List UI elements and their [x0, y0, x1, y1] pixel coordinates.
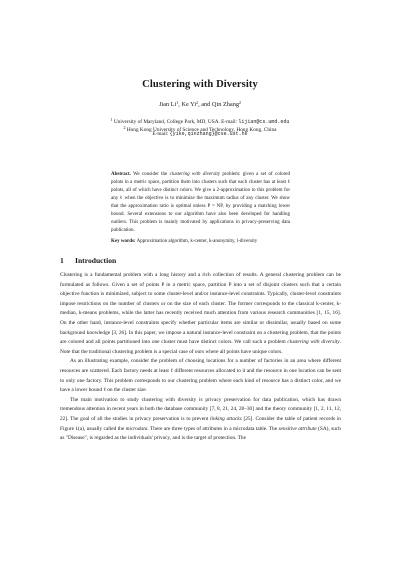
paragraph-text: Clustering is a fundamental problem with a long history and a rich collection of results. A general clustering problem can be formulated as follows. Given a set of points P in a metric space, partition P into a set of disjoint clusters such that a certain objective function is minimized, subject to some cluster-level and/or instance-level constraints. Typically, cluster-level constraints impose restrictions on the number of clusters or on the size of each cluster. The former corresponds to the classical k-center, k-median, k-means problems, while the latter has recently received much attention from various research communities [1, 15, 16]. On the other hand, instance-level constraints specify whether particular items are similar or dissimilar, usually based on some background knowledge [3, 26]. In this paper, we impose a natural instance-level constraint on a clustering problem, that the points are colored and all points partitioned into one cluster must have distinct colors. We call such a problem: [60, 272, 341, 346]
paragraph: [60, 357, 341, 395]
body-text: [60, 271, 341, 444]
paper-title: Clustering with Diversity: [142, 79, 258, 90]
paragraph-italic: linking attacks: [210, 415, 242, 422]
abstract-text: problem: given a set of colored points in a metric space, partition them into clusters such that each cluster has at least ℓ points, all of which have distinct colors. We give a 2-approximation to this problem for any ℓ when the objective is to minimize the maximum radius of any cluster. We show that the approximation ratio is optimal unless P = NP, by providing a matching lower bound. Several extensions to our algorithm have also been developed for handling outliers. This problem is mainly motivated by applications in privacy-preserving data publication.: [111, 172, 290, 233]
author-mark: 1: [176, 100, 179, 105]
paragraph-italic: clustering with diversity: [287, 339, 340, 346]
author-name: Qin Zhang: [211, 101, 240, 108]
paragraph: [60, 271, 341, 357]
affiliation-email: lijian@cs.umd.edu: [238, 119, 290, 125]
section-heading: [60, 256, 116, 265]
affiliation-text: Hong Kong University of Science and Technology, Hong Kong, China: [126, 126, 277, 133]
author-name: Jian Li: [158, 101, 177, 108]
abstract-label: Abstract.: [111, 172, 131, 177]
author-line: Jian Li$^1$, Ke Yi$^2$, and Qin Zhang$^2$: [158, 100, 242, 108]
paragraph-text: As an illustrating example, consider the problem of choosing locations for a number of factories in an area where different resources are scattered. Each factory needs at least ℓ different resources allocated to it and the resource in one location can be sent to only one factory. This problem corresponds to our clustering problem where each kind of resource has a distinct color, and we have a lower bound ℓ on the cluster size.: [60, 358, 341, 394]
affiliation-text: E-mail:: [152, 131, 170, 137]
abstract-italic: clustering with diversity: [169, 172, 221, 177]
affiliation-mark: 2: [123, 124, 126, 130]
paragraph-text: The main motivation to study clustering with diversity is privacy preservation for data publication, which has drawn tremendous attention in recent years in both the database community [7, 8, 21, 24, 28–30] and the theory community [1, 2, 11, 12, 22]. The goal of all the studies in privacy preservation is to prevent: [60, 396, 341, 422]
affiliation-email: {yike,qinzhang}@cse.ust.hk: [169, 131, 248, 137]
paragraph-text: (SA), such as "Disease", is regarded as the individuals' privacy, and is the target of protection. The: [60, 425, 341, 442]
keywords-label: Key words:: [111, 239, 136, 244]
paragraph-text: . Note that the traditional clustering problem is a special case of ours where all points have unique colors.: [60, 339, 342, 355]
keywords: [111, 239, 290, 244]
abstract: [111, 171, 290, 235]
paragraph-italic: sensitive attribute: [278, 425, 317, 432]
section-number: 1: [60, 256, 64, 265]
abstract-text: We consider the: [133, 172, 170, 177]
section-title: Introduction: [75, 256, 117, 265]
affiliation-mark: 1: [110, 117, 113, 122]
author-mark: 2: [239, 100, 242, 105]
paragraph-text: . There are three types of attributes in a microdata table. The: [147, 425, 279, 432]
affiliation: [60, 131, 340, 138]
paragraph-italic: microdata: [125, 425, 148, 432]
author-mark: 2: [196, 100, 199, 105]
paragraph-text: [25]. Consider the table of patient records in Figure 1(a), usually called the: [60, 415, 341, 432]
keywords-text: Approximation algorithm, k-center, k-anonymity, l-diversity: [136, 239, 258, 244]
paragraph: [60, 396, 341, 444]
affiliation-text: University of Maryland, College Park, MD, USA. E-mail:: [113, 119, 239, 125]
author-name: Ke Yi: [181, 101, 197, 108]
